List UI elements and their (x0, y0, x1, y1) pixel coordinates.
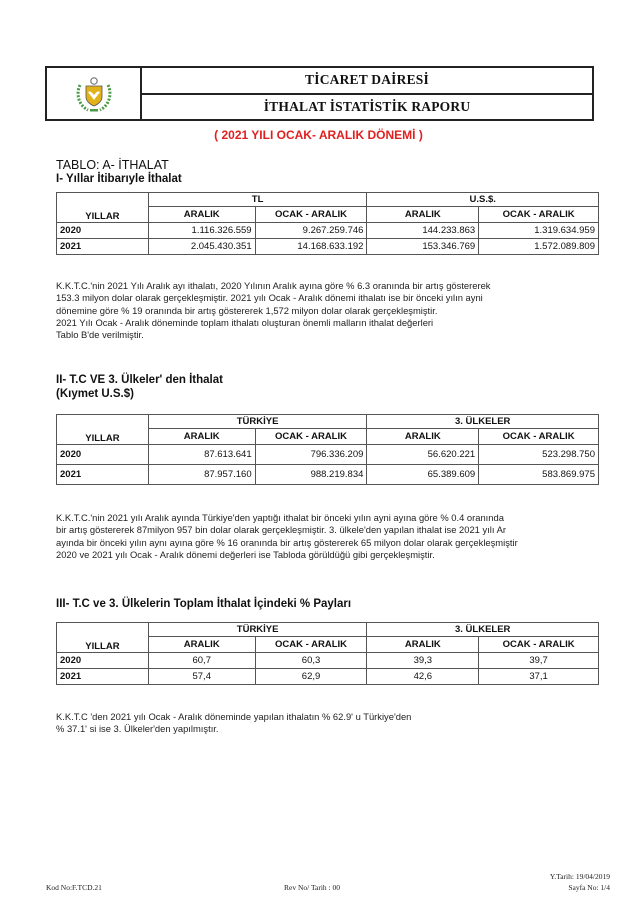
paragraph-line: ayında bir önceki yılın aynı ayına göre % 16 oranında bir artış göstererek 65 milyon dolar olarak gerçekleşmiştir (56, 536, 518, 548)
footer-revision: Rev No/ Tarih : 00 (284, 883, 340, 892)
footer-page: Sayfa No: 1/4 (568, 883, 610, 892)
value-cell: 87.613.641 (148, 445, 255, 465)
value-cell: 65.389.609 (367, 465, 479, 485)
header-years: YILLAR (57, 415, 149, 445)
paragraph-line: K.K.T.C 'den 2021 yılı Ocak - Aralık döneminde yapılan ithalatın % 62.9' u Türkiye'den (56, 711, 412, 722)
value-cell: 37,1 (479, 669, 599, 685)
section-b-title: II- T.C VE 3. Ülkeler' den İthalat (56, 374, 223, 386)
year-cell: 2020 (57, 445, 149, 465)
value-cell: 796.336.209 (255, 445, 367, 465)
subheader: OCAK - ARALIK (255, 429, 367, 445)
section-b-paragraph (56, 512, 596, 561)
year-cell: 2020 (57, 223, 149, 239)
table-import-shares (56, 622, 599, 685)
section-a-title: I- Yıllar İtibarıyle İthalat (56, 173, 182, 185)
logo-cell (47, 68, 142, 119)
subheader: OCAK - ARALIK (479, 637, 599, 653)
value-cell: 56.620.221 (367, 445, 479, 465)
table-row (57, 653, 599, 669)
section-c-title: III- T.C ve 3. Ülkelerin Toplam İthalat İçindeki % Payları (56, 598, 352, 610)
table-imports-by-year (56, 192, 599, 255)
paragraph-line: 2020 ve 2021 yılı Ocak - Aralık dönemi değerleri ise Tabloda görüldüğü gibi gerçekleşmiştir. (56, 548, 435, 560)
footer-date: Y.Tarih: 19/04/2019 (549, 872, 610, 881)
subheader: OCAK - ARALIK (255, 637, 367, 653)
header-years: YILLAR (57, 623, 149, 653)
subheader: ARALIK (367, 637, 479, 653)
subheader: OCAK - ARALIK (255, 207, 367, 223)
paragraph-line: Tablo B'de verilmiştir. (56, 329, 144, 341)
report-header (45, 66, 594, 121)
value-cell: 42,6 (367, 669, 479, 685)
value-cell: 144.233.863 (367, 223, 479, 239)
section-c-paragraph (56, 711, 596, 736)
header-group-turkey: TÜRKİYE (148, 623, 367, 637)
subheader: OCAK - ARALIK (479, 429, 599, 445)
table-imports-by-origin (56, 414, 599, 485)
value-cell: 9.267.259.746 (255, 223, 367, 239)
value-cell: 39,3 (367, 653, 479, 669)
value-cell: 1.319.634.959 (479, 223, 599, 239)
table-row (57, 669, 599, 685)
value-cell: 39,7 (479, 653, 599, 669)
report-period: ( 2021 YILI OCAK- ARALIK DÖNEMİ ) (214, 128, 423, 142)
subheader: ARALIK (148, 429, 255, 445)
subheader: ARALIK (148, 637, 255, 653)
report-title: İTHALAT İSTATİSTİK RAPORU (263, 98, 471, 114)
header-group-tl: TL (148, 193, 367, 207)
year-cell: 2021 (57, 669, 149, 685)
header-group-third-countries: 3. ÜLKELER (367, 415, 599, 429)
value-cell: 2.045.430.351 (148, 239, 255, 255)
header-group-third-countries: 3. ÜLKELER (367, 623, 599, 637)
header-group-usd: U.S.$. (367, 193, 599, 207)
value-cell: 14.168.633.192 (255, 239, 367, 255)
paragraph-line: dönemine göre % 19 oranında bir artış göstererek 1,572 milyon dolar olarak gerçekleşmiştir. (56, 304, 438, 316)
table-row (57, 239, 599, 255)
paragraph-line: % 37.1' si ise 3. Ülkeler'den yapılmıştır. (56, 723, 219, 735)
header-group-turkey: TÜRKİYE (148, 415, 367, 429)
table-row (57, 445, 599, 465)
emblem-icon (74, 75, 114, 113)
value-cell: 57,4 (148, 669, 255, 685)
value-cell: 62,9 (255, 669, 367, 685)
section-a-paragraph (56, 280, 596, 341)
table-row (57, 223, 599, 239)
value-cell: 87.957.160 (148, 465, 255, 485)
paragraph-line: 2021 Yılı Ocak - Aralık döneminde toplam ithalatı oluşturan önemli malların ithalat değerleri (56, 316, 434, 328)
year-cell: 2020 (57, 653, 149, 669)
department-title: TİCARET DAİRESİ (142, 68, 592, 95)
value-cell: 60,7 (148, 653, 255, 669)
value-cell: 1.572.089.809 (479, 239, 599, 255)
value-cell: 523.298.750 (479, 445, 599, 465)
subheader: OCAK - ARALIK (479, 207, 599, 223)
subheader: ARALIK (148, 207, 255, 223)
table-row (57, 465, 599, 485)
header-years: YILLAR (57, 193, 149, 223)
footer-code: Kod No:F.TCD.21 (46, 883, 102, 892)
subheader: ARALIK (367, 429, 479, 445)
value-cell: 988.219.834 (255, 465, 367, 485)
year-cell: 2021 (57, 465, 149, 485)
paragraph-line: K.K.T.C.'nin 2021 Yılı Aralık ayı ithalatı, 2020 Yılının Aralık ayına göre % 6.3 oranında bir artış göstererek (56, 280, 491, 291)
subheader: ARALIK (367, 207, 479, 223)
value-cell: 153.346.769 (367, 239, 479, 255)
paragraph-line: 153.3 milyon dolar olarak gerçekleşmiştir. 2021 yılı Ocak - Aralık dönemi ithalatı ise bir önceki yılın ayni (56, 292, 483, 304)
paragraph-line: bir artış göstererek 87milyon 957 bin dolar olarak gerçekleşmiştir. 3. ülkele'den yapılan ithalat ise 2021 yılı Ar (56, 524, 506, 536)
value-cell: 1.116.326.559 (148, 223, 255, 239)
table-a-label: TABLO: A- İTHALAT (56, 158, 169, 172)
value-cell: 60,3 (255, 653, 367, 669)
paragraph-line: K.K.T.C.'nin 2021 yılı Aralık ayında Türkiye'den yaptığı ithalat bir önceki yılın ayni ayına göre % 0.4 oranında (56, 512, 504, 523)
year-cell: 2021 (57, 239, 149, 255)
value-cell: 583.869.975 (479, 465, 599, 485)
section-b-subtitle: (Kıymet U.S.$) (56, 388, 134, 400)
